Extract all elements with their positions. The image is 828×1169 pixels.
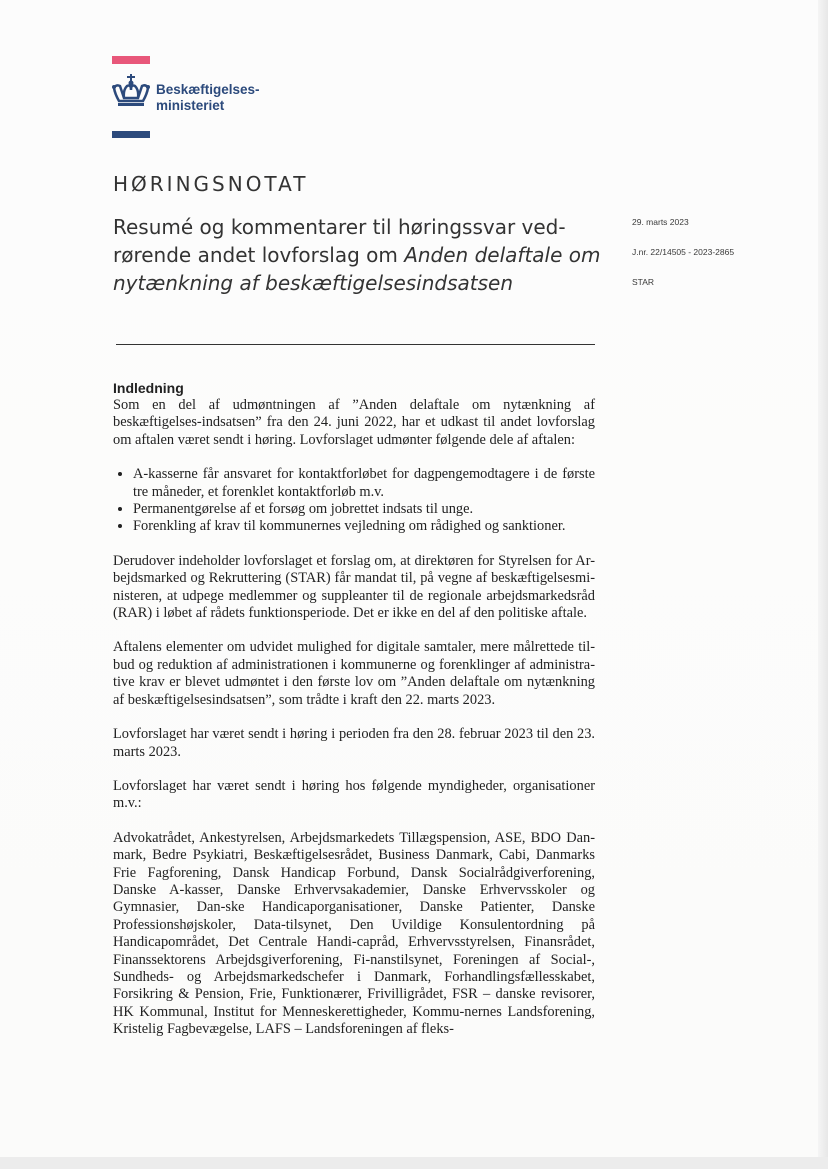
meta-journal-number: J.nr. 22/14505 - 2023-2865 [632, 247, 735, 257]
logo-line-1: Beskæftigelses- [156, 82, 260, 97]
scan-bottom-edge [0, 1157, 828, 1169]
paragraph-hearing-period: Lovforslaget har været sendt i høring i perioden fra den 28. februar 2023 til den 23. marts 2023. [113, 726, 595, 760]
logo-pink-bar [112, 56, 150, 64]
paragraph-star-mandate: Derudover indeholder lovforslaget et forslag om, at direktøren for Styrelsen for Ar-bejdsmarked og Rekruttering (STAR) får mandat til, på vegne af beskæftigelsesmi-nisteren, at udpege medlemmer og suppleanter til de regionale arbejdsmarkedsråd (RAR) i løbet af rådets funktionsperiode. Det er ikke en del af den politiske aftale. [113, 552, 595, 622]
list-item: • Permanentgørelse af et forsøg om jobrettet indsats til unge. [133, 501, 595, 518]
logo-line-2: ministeriet [156, 98, 225, 113]
introduction-section [113, 380, 595, 1056]
title-text: Resumé og kommentarer til høringssvar ved-rørende andet lovforslag om [113, 215, 566, 267]
meta-agency: STAR [632, 277, 655, 287]
logo-wordmark [156, 82, 260, 114]
crown-icon [110, 74, 154, 110]
paragraph-agreement-elements: Aftalens elementer om udvidet mulighed for digitale samtaler, mere målrettede til-bud og reduktion af administrationen i kommunerne og forenklinger af administra-tive krav er blevet udmøntet i den første lov om ”Anden delaftale om nytænkning af beskæftigelsesindsatsen”, som trådte i kraft den 22. marts 2023. [113, 639, 595, 708]
title-italic-text: Anden delaftale om nytænkning af beskæftigelsesindsatsen [113, 243, 601, 295]
document-title [113, 213, 603, 297]
list-item: • A-kasserne får ansvaret for kontaktforløbet for dagpengemodtagere i de første tre måneder, et forenklet kontaktforløb m.v. [133, 466, 595, 501]
document-meta [632, 217, 734, 307]
agreement-items-list [113, 466, 595, 536]
section-heading: Indledning [113, 380, 184, 396]
document-type: HØRINGSNOTAT [113, 172, 309, 196]
logo-blue-bar [112, 131, 150, 138]
intro-paragraph: Som en del af udmøntningen af ”Anden delaftale om nytænkning af beskæftigelses-indsatsen” fra den 24. juni 2022, har et udkast til andet lovforslag om aftalen været sendt i høring. Lovforslaget udmønter følgende dele af aftalen: [113, 397, 595, 448]
meta-date: 29. marts 2023 [632, 217, 689, 227]
list-item: • Forenkling af krav til kommunernes vejledning om rådighed og sanktioner. [133, 518, 595, 535]
paragraph-hearing-recipients: Advokatrådet, Ankestyrelsen, Arbejdsmarkedets Tillægspension, ASE, BDO Dan-mark, Bedre Psykiatri, Beskæftigelsesrådet, Business Danmark, Cabi, Danmarks Frie Fagforening, Dansk Handicap Forbund, Dansk Socialrådgiverforening, Danske A-kasser, Danske Erhvervsakademier, Danske Erhvervsskoler og Gymnasier, Dan-ske Handicaporganisationer, Danske Patienter, Danske Professionshøjskoler, Data-tilsynet, Den Uvildige Konsulentordning på Handicapområdet, Det Centrale Handi-capråd, Erhvervsstyrelsen, Finansrådet, Finanssektorens Arbejdsgiverforening, Fi-nanstilsynet, Foreningen af Social-, Sundheds- og Arbejdsmarkedschefer i Danmark, Forhandlingsfællesskabet, Forsikring & Pension, Frie, Funktionærer, Frivilligrådet, FSR – danske revisorer, HK Kommunal, Institut for Menneskerettigheder, Kommu-nernes Landsforening, Kristelig Fagbevægelse, LAFS – Landsforeningen af fleks- [113, 829, 595, 1038]
title-divider [116, 344, 595, 345]
scan-edge [818, 0, 828, 1169]
paragraph-hearing-recipients-intro: Lovforslaget har været sendt i høring hos følgende myndigheder, organisationer m.v.: [113, 777, 595, 812]
